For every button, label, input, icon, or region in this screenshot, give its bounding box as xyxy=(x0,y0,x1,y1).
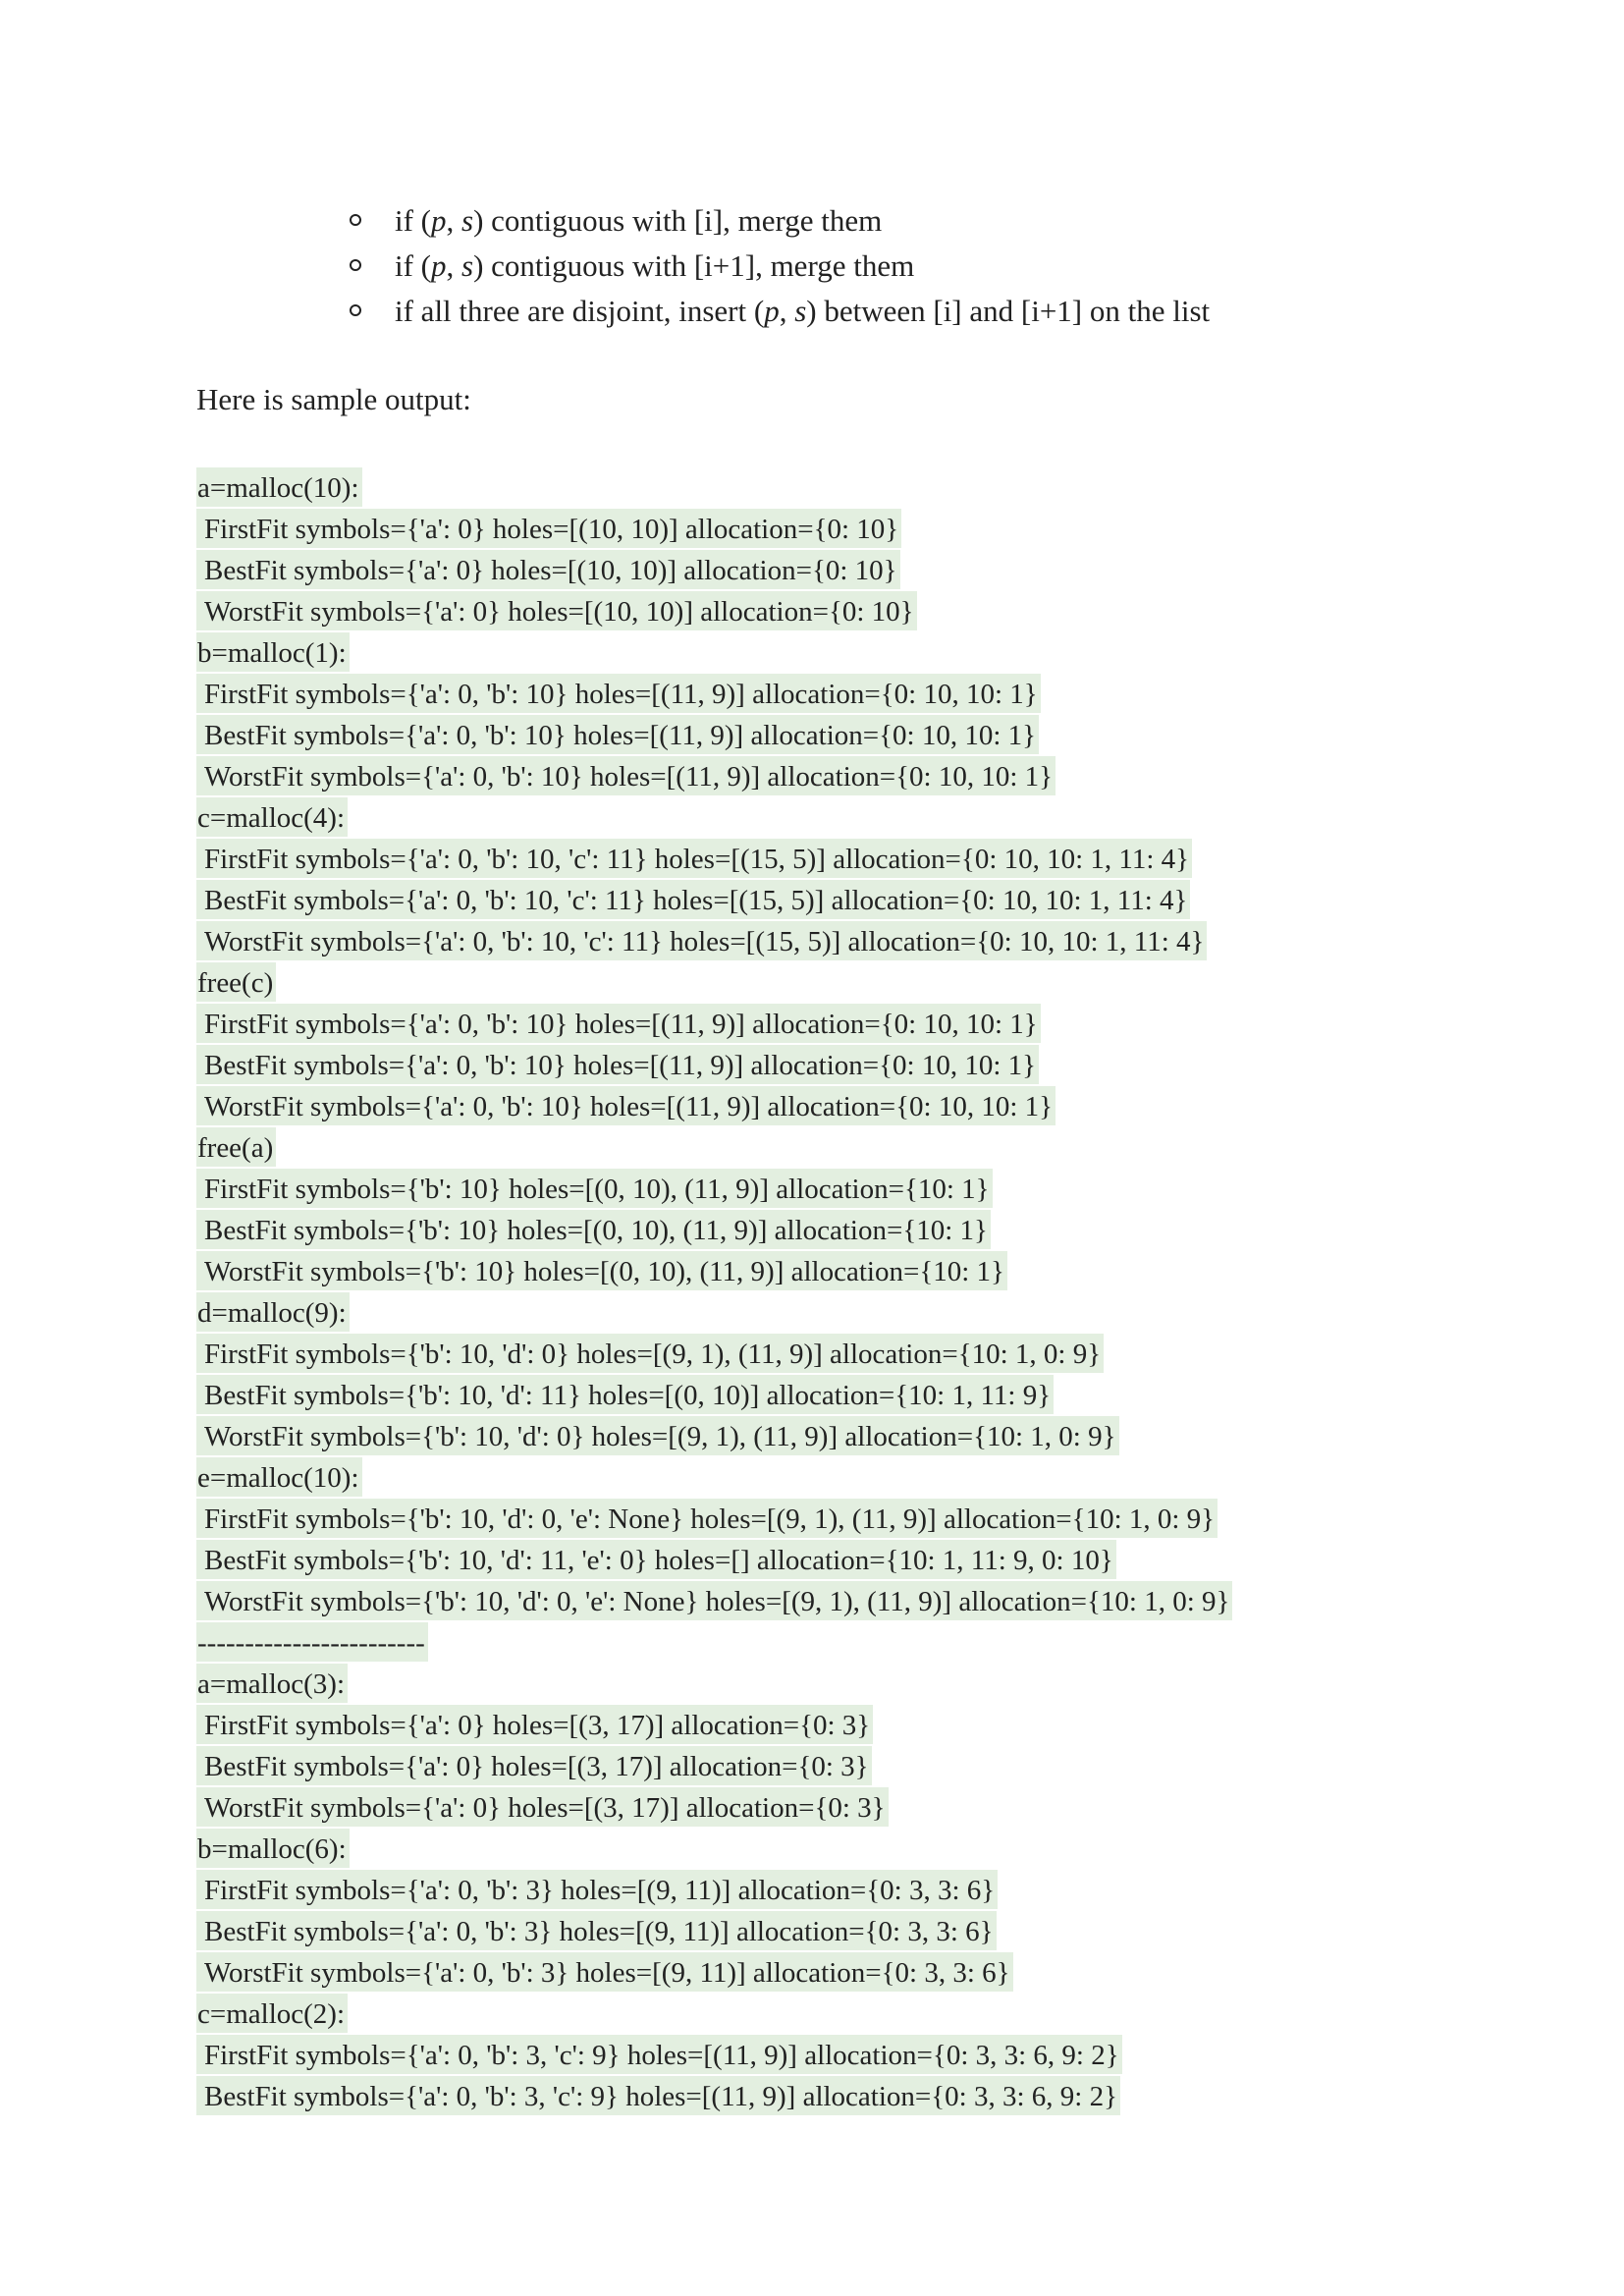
output-line xyxy=(196,509,1232,550)
output-line xyxy=(196,467,1232,509)
output-line xyxy=(196,880,1232,921)
bullet-item xyxy=(344,289,1210,334)
output-line-text: WorstFit symbols={'a': 0, 'b': 10} holes=[(11, 9)] allocation={0: 10, 10: 1} xyxy=(196,1086,1056,1125)
output-line-text: BestFit symbols={'a': 0} holes=[(3, 17)] allocation={0: 3} xyxy=(196,1746,872,1785)
output-line-text: FirstFit symbols={'b': 10, 'd': 0} holes=[(9, 1), (11, 9)] allocation={10: 1, 0: 9} xyxy=(196,1334,1104,1373)
output-line xyxy=(196,1004,1232,1045)
output-line xyxy=(196,1086,1232,1127)
output-line-text: FirstFit symbols={'a': 0} holes=[(10, 10)] allocation={0: 10} xyxy=(196,509,901,548)
output-line-text: FirstFit symbols={'a': 0, 'b': 3} holes=[(9, 11)] allocation={0: 3, 3: 6} xyxy=(196,1870,998,1909)
output-line xyxy=(196,1169,1232,1210)
output-line xyxy=(196,632,1232,674)
hollow-circle-bullet-icon xyxy=(350,304,361,316)
output-line-text: BestFit symbols={'a': 0, 'b': 10} holes=[(11, 9)] allocation={0: 10, 10: 1} xyxy=(196,1045,1039,1084)
output-line xyxy=(196,715,1232,756)
output-line xyxy=(196,1705,1232,1746)
output-line-text: BestFit symbols={'a': 0, 'b': 10} holes=[(11, 9)] allocation={0: 10, 10: 1} xyxy=(196,715,1039,754)
output-line-text: ------------------------ xyxy=(196,1622,428,1662)
output-line-text: WorstFit symbols={'a': 0, 'b': 10, 'c': 11} holes=[(15, 5)] allocation={0: 10, 10: 1, 11: 4} xyxy=(196,921,1207,960)
output-line-text: FirstFit symbols={'a': 0, 'b': 10, 'c': 11} holes=[(15, 5)] allocation={0: 10, 10: 1, 11: 4} xyxy=(196,839,1192,878)
output-line xyxy=(196,1994,1232,2035)
output-line-text: FirstFit symbols={'a': 0, 'b': 3, 'c': 9} holes=[(11, 9)] allocation={0: 3, 3: 6, 9: 2} xyxy=(196,2035,1122,2074)
bullet-text: if (p, s) contiguous with [i+1], merge them xyxy=(395,248,915,283)
output-line xyxy=(196,591,1232,632)
output-line-text: c=malloc(2): xyxy=(196,1994,348,2033)
output-line-text: BestFit symbols={'b': 10} holes=[(0, 10), (11, 9)] allocation={10: 1} xyxy=(196,1210,991,1249)
output-line-text: a=malloc(10): xyxy=(196,467,362,507)
output-line xyxy=(196,1334,1232,1375)
output-line-text: BestFit symbols={'a': 0} holes=[(10, 10)] allocation={0: 10} xyxy=(196,550,900,589)
output-line xyxy=(196,797,1232,839)
output-line xyxy=(196,1952,1232,1994)
output-line xyxy=(196,1622,1232,1664)
output-line xyxy=(196,1251,1232,1292)
output-line xyxy=(196,839,1232,880)
output-line xyxy=(196,962,1232,1004)
output-line xyxy=(196,2035,1232,2076)
output-line-text: BestFit symbols={'b': 10, 'd': 11, 'e': 0} holes=[] allocation={10: 1, 11: 9, 0: 10} xyxy=(196,1540,1116,1579)
bullet-text: if (p, s) contiguous with [i], merge them xyxy=(395,203,883,238)
hollow-circle-bullet-icon xyxy=(350,214,361,226)
output-line xyxy=(196,1375,1232,1416)
output-line xyxy=(196,1746,1232,1787)
output-line-text: FirstFit symbols={'a': 0, 'b': 10} holes=[(11, 9)] allocation={0: 10, 10: 1} xyxy=(196,674,1041,713)
output-line xyxy=(196,1581,1232,1622)
output-line xyxy=(196,1416,1232,1457)
output-line-text: WorstFit symbols={'b': 10} holes=[(0, 10), (11, 9)] allocation={10: 1} xyxy=(196,1251,1007,1290)
bullet-item xyxy=(344,244,1210,289)
output-line-text: b=malloc(6): xyxy=(196,1829,350,1868)
output-line-text: WorstFit symbols={'a': 0, 'b': 3} holes=[(9, 11)] allocation={0: 3, 3: 6} xyxy=(196,1952,1013,1992)
output-line-text: BestFit symbols={'a': 0, 'b': 3, 'c': 9} holes=[(11, 9)] allocation={0: 3, 3: 6, 9: 2} xyxy=(196,2076,1120,2115)
output-line xyxy=(196,1499,1232,1540)
output-line-text: b=malloc(1): xyxy=(196,632,350,672)
output-line xyxy=(196,1457,1232,1499)
bullet-text: if all three are disjoint, insert (p, s) between [i] and [i+1] on the list xyxy=(395,294,1211,328)
merge-rules-list xyxy=(344,198,1210,334)
output-line-text: WorstFit symbols={'a': 0, 'b': 10} holes=[(11, 9)] allocation={0: 10, 10: 1} xyxy=(196,756,1056,795)
output-line xyxy=(196,1292,1232,1334)
output-line-text: WorstFit symbols={'b': 10, 'd': 0} holes=[(9, 1), (11, 9)] allocation={10: 1, 0: 9} xyxy=(196,1416,1119,1455)
output-line xyxy=(196,921,1232,962)
output-line xyxy=(196,1045,1232,1086)
output-line-text: FirstFit symbols={'b': 10, 'd': 0, 'e': None} holes=[(9, 1), (11, 9)] allocation={10: 1, 0: 9} xyxy=(196,1499,1218,1538)
output-line-text: WorstFit symbols={'a': 0} holes=[(10, 10)] allocation={0: 10} xyxy=(196,591,917,630)
output-line xyxy=(196,1210,1232,1251)
output-line xyxy=(196,674,1232,715)
bullet-item xyxy=(344,198,1210,244)
output-line xyxy=(196,756,1232,797)
output-line-text: d=malloc(9): xyxy=(196,1292,350,1332)
output-line-text: FirstFit symbols={'b': 10} holes=[(0, 10), (11, 9)] allocation={10: 1} xyxy=(196,1169,993,1208)
output-line-text: WorstFit symbols={'a': 0} holes=[(3, 17)] allocation={0: 3} xyxy=(196,1787,889,1827)
output-line xyxy=(196,1127,1232,1169)
output-line xyxy=(196,1911,1232,1952)
output-line-text: BestFit symbols={'b': 10, 'd': 11} holes=[(0, 10)] allocation={10: 1, 11: 9} xyxy=(196,1375,1054,1414)
sample-output-intro: Here is sample output: xyxy=(196,382,471,416)
sample-output-block xyxy=(196,467,1232,2117)
output-line-text: a=malloc(3): xyxy=(196,1664,348,1703)
output-line xyxy=(196,1787,1232,1829)
output-line-text: free(a) xyxy=(196,1127,276,1167)
output-line-text: free(c) xyxy=(196,962,276,1002)
output-line-text: FirstFit symbols={'a': 0} holes=[(3, 17)] allocation={0: 3} xyxy=(196,1705,873,1744)
output-line xyxy=(196,2076,1232,2117)
output-line-text: BestFit symbols={'a': 0, 'b': 3} holes=[(9, 11)] allocation={0: 3, 3: 6} xyxy=(196,1911,997,1950)
output-line xyxy=(196,550,1232,591)
output-line xyxy=(196,1664,1232,1705)
output-line-text: WorstFit symbols={'b': 10, 'd': 0, 'e': None} holes=[(9, 1), (11, 9)] allocation={10: 1, 0: 9} xyxy=(196,1581,1232,1620)
output-line xyxy=(196,1870,1232,1911)
output-line xyxy=(196,1540,1232,1581)
output-line xyxy=(196,1829,1232,1870)
output-line-text: BestFit symbols={'a': 0, 'b': 10, 'c': 11} holes=[(15, 5)] allocation={0: 10, 10: 1, 11: 4} xyxy=(196,880,1190,919)
output-line-text: c=malloc(4): xyxy=(196,797,348,837)
output-line-text: e=malloc(10): xyxy=(196,1457,362,1497)
hollow-circle-bullet-icon xyxy=(350,259,361,271)
output-line-text: FirstFit symbols={'a': 0, 'b': 10} holes=[(11, 9)] allocation={0: 10, 10: 1} xyxy=(196,1004,1041,1043)
